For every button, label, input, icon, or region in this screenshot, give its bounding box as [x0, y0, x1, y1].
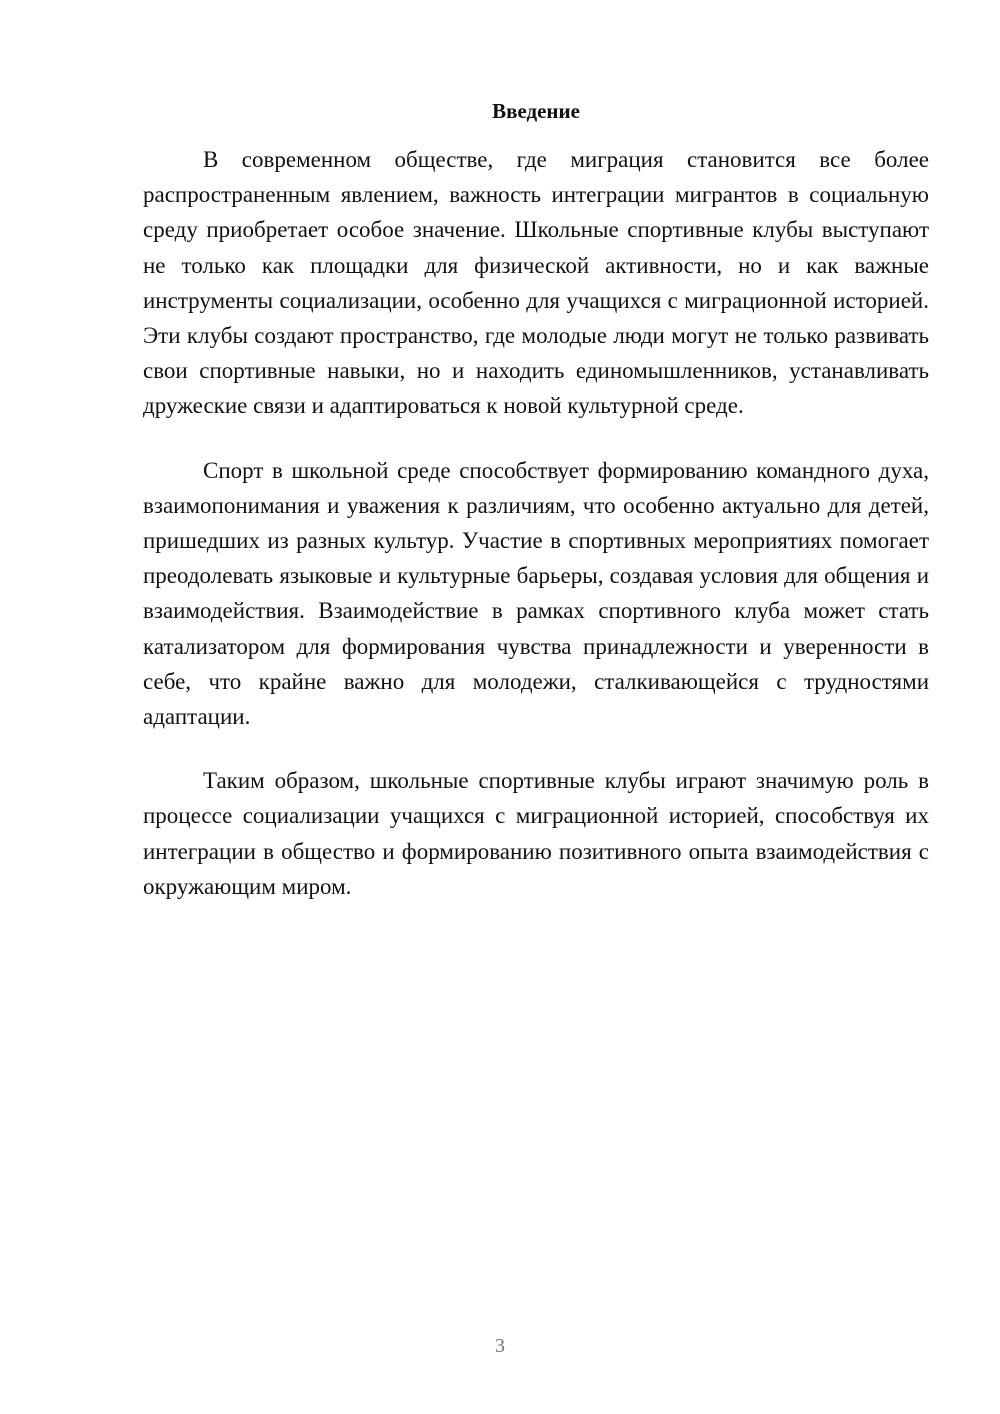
paragraph-3: Таким образом, школьные спортивные клубы играют значимую роль в процессе социализации учащихся с миграционной историей, способствуя их интеграции в общество и формированию позитивного опыта взаимодействия с окружающим миром. [143, 768, 929, 899]
page-content [143, 94, 929, 933]
paragraph-2: Спорт в школьной среде способствует формированию командного духа, взаимопонимания и уважения к различиям, что особенно актуально для детей, пришедших из разных культур. Участие в спортивных мероприятиях помогает преодолевать языковые и культурные барьеры, создавая условия для общения и взаимодействия. Взаимодействие в рамках спортивного клуба может стать катализатором для формирования чувства принадлежности и уверенности в себе, что крайне важно для молодежи, сталкивающейся с трудностями адаптации. [143, 457, 929, 730]
section-title: Введение [492, 99, 580, 123]
page-number: 3 [495, 1335, 505, 1357]
paragraph-1: В современном обществе, где миграция становится все более распространенным явлением, важность интеграции мигрантов в социальную среду приобретает особое значение. Школьные спортивные клубы выступают не только как площадки для физической активности, но и как важные инструменты социализации, особенно для учащихся с миграционной историей. Эти клубы создают пространство, где молодые люди могут не только развивать свои спортивные навыки, но и находить единомышленников, устанавливать дружеские связи и адаптироваться к новой культурной среде. [143, 147, 929, 419]
